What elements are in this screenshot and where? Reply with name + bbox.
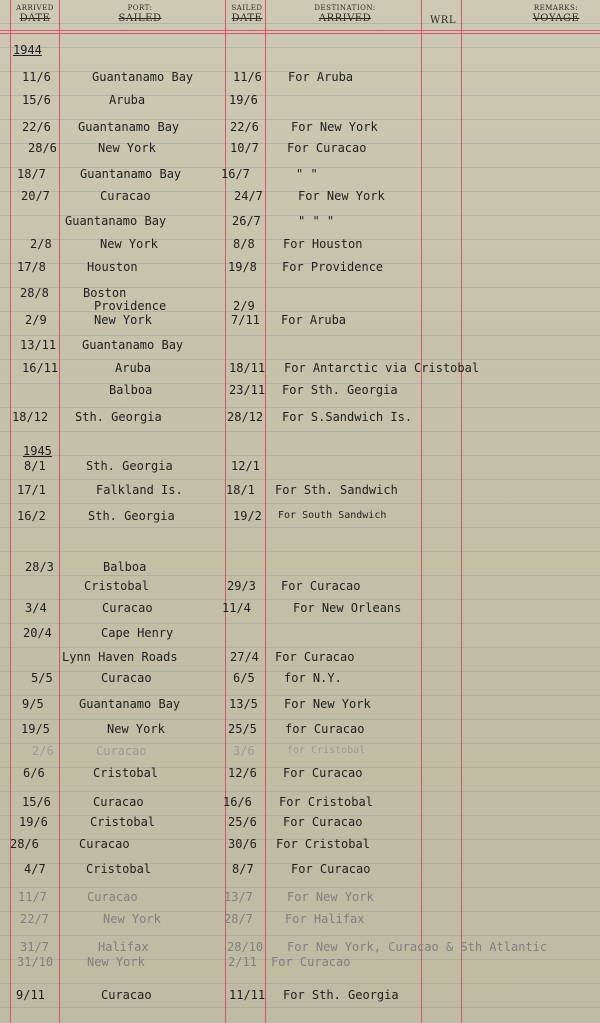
destination-cell: For South Sandwich (278, 510, 387, 521)
port-cell: Curacao (102, 601, 153, 615)
header-destination: DESTINATION: ARRIVED (314, 4, 376, 24)
sailed-date-cell: 13/5 (229, 697, 258, 711)
arrived-date-cell: 15/6 (22, 795, 51, 809)
arrived-date-cell: 31/10 (17, 955, 54, 969)
sailed-date-cell: 18/1 (226, 483, 255, 497)
destination-cell: For Curacao (271, 955, 351, 969)
port-cell: Cristobal (93, 766, 159, 780)
column-rule-destination (421, 0, 422, 1023)
destination-cell: For New Orleans (293, 601, 402, 615)
arrived-date-cell: 20/7 (21, 189, 50, 203)
arrived-date-cell: 2/8 (30, 237, 52, 251)
sailed-date-cell: 12/6 (228, 766, 257, 780)
sailed-date-cell: 6/5 (233, 671, 255, 685)
arrived-date-cell: 22/6 (22, 120, 51, 134)
column-rule-sailed (265, 0, 266, 1023)
port-cell: New York (94, 313, 152, 327)
port-cell: Cristobal (86, 862, 152, 876)
port-cell: Balboa (103, 560, 147, 574)
destination-cell: For Curacao (275, 650, 355, 664)
destination-cell: For New York (287, 890, 374, 904)
destination-cell: For Sth. Georgia (283, 988, 399, 1002)
port-cell: Providence (94, 299, 167, 313)
arrived-date-cell: 2/9 (25, 313, 47, 327)
header-rule-double (0, 33, 600, 34)
arrived-date-cell: 28/6 (10, 837, 39, 851)
destination-cell: For Antarctic via Cristobal (284, 361, 480, 375)
port-cell: Falkland Is. (96, 483, 183, 497)
port-cell: Curacao (101, 988, 152, 1002)
port-cell: Cristobal (90, 815, 156, 829)
arrived-date-cell: 2/6 (32, 744, 54, 758)
port-cell: Cape Henry (101, 626, 174, 640)
sailed-date-cell: 8/7 (232, 862, 254, 876)
arrived-date-cell: 5/5 (31, 671, 53, 685)
destination-cell: For Sth. Georgia (282, 383, 398, 397)
destination-cell: For Halifax (285, 912, 365, 926)
port-cell: Aruba (109, 93, 146, 107)
port-cell: Sth. Georgia (75, 410, 162, 424)
column-rule-arrived (59, 0, 60, 1023)
year-1944: 1944 (13, 43, 42, 57)
sailed-date-cell: 13/7 (224, 890, 253, 904)
port-cell: Aruba (115, 361, 152, 375)
port-cell: Curacao (79, 837, 130, 851)
header-arrived: ARRIVED DATE (16, 4, 54, 24)
port-cell: Sth. Georgia (88, 509, 175, 523)
arrived-date-cell: 16/11 (22, 361, 59, 375)
arrived-date-cell: 9/11 (16, 988, 45, 1002)
sailed-date-cell: 29/3 (227, 579, 256, 593)
margin-line-left (10, 0, 11, 1023)
sailed-date-cell: 12/1 (231, 459, 260, 473)
sailed-date-cell: 25/5 (228, 722, 257, 736)
port-cell: Curacao (87, 890, 138, 904)
destination-cell: For Sth. Sandwich (275, 483, 398, 497)
sailed-date-cell: 8/8 (233, 237, 255, 251)
arrived-date-cell: 11/7 (18, 890, 47, 904)
sailed-date-cell: 11/4 (222, 601, 251, 615)
header-sailed: SAILED DATE (231, 4, 263, 24)
port-cell: Guantanamo Bay (65, 214, 167, 228)
arrived-date-cell: 4/7 (24, 862, 46, 876)
sailed-date-cell: 30/6 (228, 837, 257, 851)
port-cell: Guantanamo Bay (80, 167, 182, 181)
sailed-date-cell: 19/2 (233, 509, 262, 523)
destination-cell: for Curacao (285, 722, 365, 736)
sailed-date-cell: 18/11 (229, 361, 266, 375)
destination-cell: for Cristobal (287, 745, 366, 756)
destination-cell: For Cristobal (279, 795, 373, 809)
sailed-date-cell: 2/11 (228, 955, 257, 969)
header-wrl: WRL (430, 15, 456, 26)
destination-cell: For S.Sandwich Is. (282, 410, 413, 424)
arrived-date-cell: 19/6 (19, 815, 48, 829)
sailed-date-cell: 19/6 (229, 93, 258, 107)
arrived-date-cell: 6/6 (23, 766, 45, 780)
port-cell: Boston (83, 286, 127, 300)
destination-cell: " " " (298, 214, 335, 228)
destination-cell: For Cristobal (276, 837, 370, 851)
port-cell: Guantanamo Bay (78, 120, 180, 134)
column-rule-port (225, 0, 226, 1023)
arrived-date-cell: 22/7 (20, 912, 49, 926)
port-cell: Lynn Haven Roads (62, 650, 178, 664)
sailed-date-cell: 27/4 (230, 650, 259, 664)
port-cell: New York (100, 237, 158, 251)
arrived-date-cell: 8/1 (24, 459, 46, 473)
destination-cell: For New York (284, 697, 371, 711)
port-cell: Guantanamo Bay (92, 70, 194, 84)
port-cell: Guantanamo Bay (82, 338, 184, 352)
port-cell: Guantanamo Bay (79, 697, 181, 711)
destination-cell: For Houston (283, 237, 363, 251)
port-cell: Sth. Georgia (86, 459, 173, 473)
destination-cell: For Curacao (291, 862, 371, 876)
header-remarks: REMARKS: VOYAGE (532, 4, 580, 24)
sailed-date-cell: 7/11 (231, 313, 260, 327)
arrived-date-cell: 9/5 (22, 697, 44, 711)
port-cell: Balboa (109, 383, 153, 397)
sailed-date-cell: 24/7 (234, 189, 263, 203)
destination-cell: For Aruba (281, 313, 347, 327)
port-cell: New York (103, 912, 161, 926)
destination-cell: For New York (291, 120, 378, 134)
arrived-date-cell: 11/6 (22, 70, 51, 84)
arrived-date-cell: 31/7 (20, 940, 49, 954)
sailed-date-cell: 16/6 (223, 795, 252, 809)
arrived-date-cell: 28/3 (25, 560, 54, 574)
port-cell: Cristobal (84, 579, 150, 593)
destination-cell: For Curacao (283, 815, 363, 829)
sailed-date-cell: 10/7 (230, 141, 259, 155)
sailed-date-cell: 22/6 (230, 120, 259, 134)
sailed-date-cell: 2/9 (233, 299, 255, 313)
destination-cell: For Providence (282, 260, 384, 274)
arrived-date-cell: 13/11 (20, 338, 57, 352)
sailed-date-cell: 25/6 (228, 815, 257, 829)
arrived-date-cell: 20/4 (23, 626, 52, 640)
sailed-date-cell: 26/7 (232, 214, 261, 228)
port-cell: Curacao (101, 671, 152, 685)
port-cell: New York (87, 955, 145, 969)
sailed-date-cell: 3/6 (233, 744, 255, 758)
arrived-date-cell: 18/12 (12, 410, 49, 424)
year-1945: 1945 (23, 444, 52, 458)
sailed-date-cell: 11/6 (233, 70, 262, 84)
arrived-date-cell: 17/8 (17, 260, 46, 274)
arrived-date-cell: 3/4 (25, 601, 47, 615)
sailed-date-cell: 19/8 (228, 260, 257, 274)
port-cell: Halifax (98, 940, 149, 954)
port-cell: Houston (87, 260, 138, 274)
arrived-date-cell: 16/2 (17, 509, 46, 523)
destination-cell: " " (296, 167, 318, 181)
destination-cell: for N.Y. (284, 671, 342, 685)
port-cell: Curacao (100, 189, 151, 203)
header-port: PORT: SAILED (118, 4, 162, 24)
arrived-date-cell: 28/8 (20, 286, 49, 300)
port-cell: Curacao (93, 795, 144, 809)
column-rule-wrl (461, 0, 462, 1023)
arrived-date-cell: 28/6 (28, 141, 57, 155)
sailed-date-cell: 16/7 (221, 167, 250, 181)
arrived-date-cell: 15/6 (22, 93, 51, 107)
port-cell: New York (107, 722, 165, 736)
destination-cell: For New York, Curacao & Sth Atlantic (287, 940, 548, 954)
port-cell: Curacao (96, 744, 147, 758)
port-cell: New York (98, 141, 156, 155)
destination-cell: For Aruba (288, 70, 354, 84)
sailed-date-cell: 11/11 (229, 988, 266, 1002)
header-rule (0, 30, 600, 31)
arrived-date-cell: 18/7 (17, 167, 46, 181)
arrived-date-cell: 19/5 (21, 722, 50, 736)
arrived-date-cell: 17/1 (17, 483, 46, 497)
destination-cell: For New York (298, 189, 385, 203)
destination-cell: For Curacao (287, 141, 367, 155)
sailed-date-cell: 28/7 (224, 912, 253, 926)
destination-cell: For Curacao (281, 579, 361, 593)
sailed-date-cell: 28/12 (227, 410, 264, 424)
sailed-date-cell: 28/10 (227, 940, 264, 954)
sailed-date-cell: 23/11 (229, 383, 266, 397)
destination-cell: For Curacao (283, 766, 363, 780)
